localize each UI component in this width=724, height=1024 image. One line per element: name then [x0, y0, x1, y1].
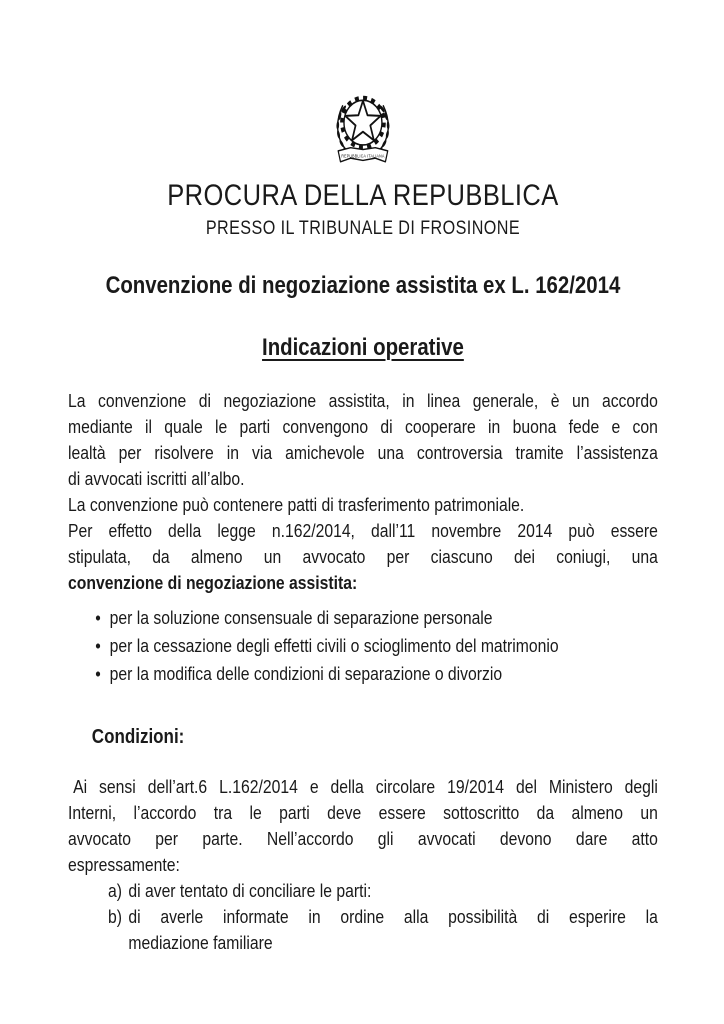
list-item-b — [108, 904, 658, 956]
office-subtitle: PRESSO IL TRIBUNALE DI FROSINONE — [205, 218, 521, 239]
text-line: mediante il quale le parti convengono di cooperare in buona fede e con — [68, 416, 658, 437]
paragraph-1 — [68, 388, 658, 492]
list-item — [95, 632, 658, 660]
text-line: lealtà per risolvere in via amichevole una controversia tramite l’assistenza — [68, 442, 658, 463]
text-line: di avvocati iscritti all’albo. — [68, 468, 245, 489]
bullet-text: per la modifica delle condizioni di separazione o divorzio — [109, 663, 503, 684]
text-line: Ai sensi dell’art.6 L.162/2014 e della circolare 19/2014 del Ministero degli — [73, 776, 658, 797]
bullet-text: per la soluzione consensuale di separazione personale — [109, 607, 493, 628]
text-line: di aver tentato di conciliare le parti: — [128, 880, 372, 901]
list-item — [95, 604, 658, 632]
list-marker: b) — [107, 906, 122, 927]
list-item — [95, 660, 658, 688]
office-title: PROCURA DELLA REPUBBLICA — [167, 179, 559, 212]
text-line: Interni, l’accordo tra le parti deve essere sottoscritto da almeno un — [68, 802, 658, 823]
text-line: espressamente: — [68, 854, 180, 875]
emblem-ribbon-text: REPUBBLICA ITALIANA — [341, 153, 385, 159]
text-line: Per effetto della legge n.162/2014, dall’11 novembre 2014 può essere — [68, 520, 658, 541]
italian-republic-emblem-icon — [324, 88, 402, 170]
conditions-intro — [68, 774, 658, 878]
list-item-a — [108, 878, 658, 904]
document-subheading-text: Indicazioni operative — [262, 334, 464, 361]
document-heading: Convenzione di negoziazione assistita ex L. 162/2014 — [105, 272, 621, 299]
bullet-icon: • — [95, 607, 101, 628]
text-line: mediazione familiare — [128, 932, 273, 953]
bullet-text: per la cessazione degli effetti civili o scioglimento del matrimonio — [109, 635, 559, 656]
bullet-icon: • — [95, 663, 101, 684]
text-line: stipulata, da almeno un avvocato per ciascuno dei coniugi, una — [68, 546, 658, 567]
list-marker: a) — [107, 880, 122, 901]
document-subheading — [68, 332, 658, 364]
bullet-icon: • — [95, 635, 101, 656]
text-line-bold: convenzione di negoziazione assistita: — [68, 572, 358, 593]
text-line: avvocato per parte. Nell’accordo gli avvocati devono dare atto — [68, 828, 658, 849]
paragraph-3 — [68, 518, 658, 596]
text-line: di averle informate in ordine alla possibilità di esperire la — [128, 906, 658, 927]
conditions-heading: Condizioni: — [91, 726, 185, 748]
text-line: La convenzione di negoziazione assistita, in linea generale, è un accordo — [68, 390, 658, 411]
document-content — [68, 0, 658, 956]
paragraph-2: La convenzione può contenere patti di trasferimento patrimoniale. — [68, 494, 525, 515]
bullet-list — [68, 604, 658, 688]
